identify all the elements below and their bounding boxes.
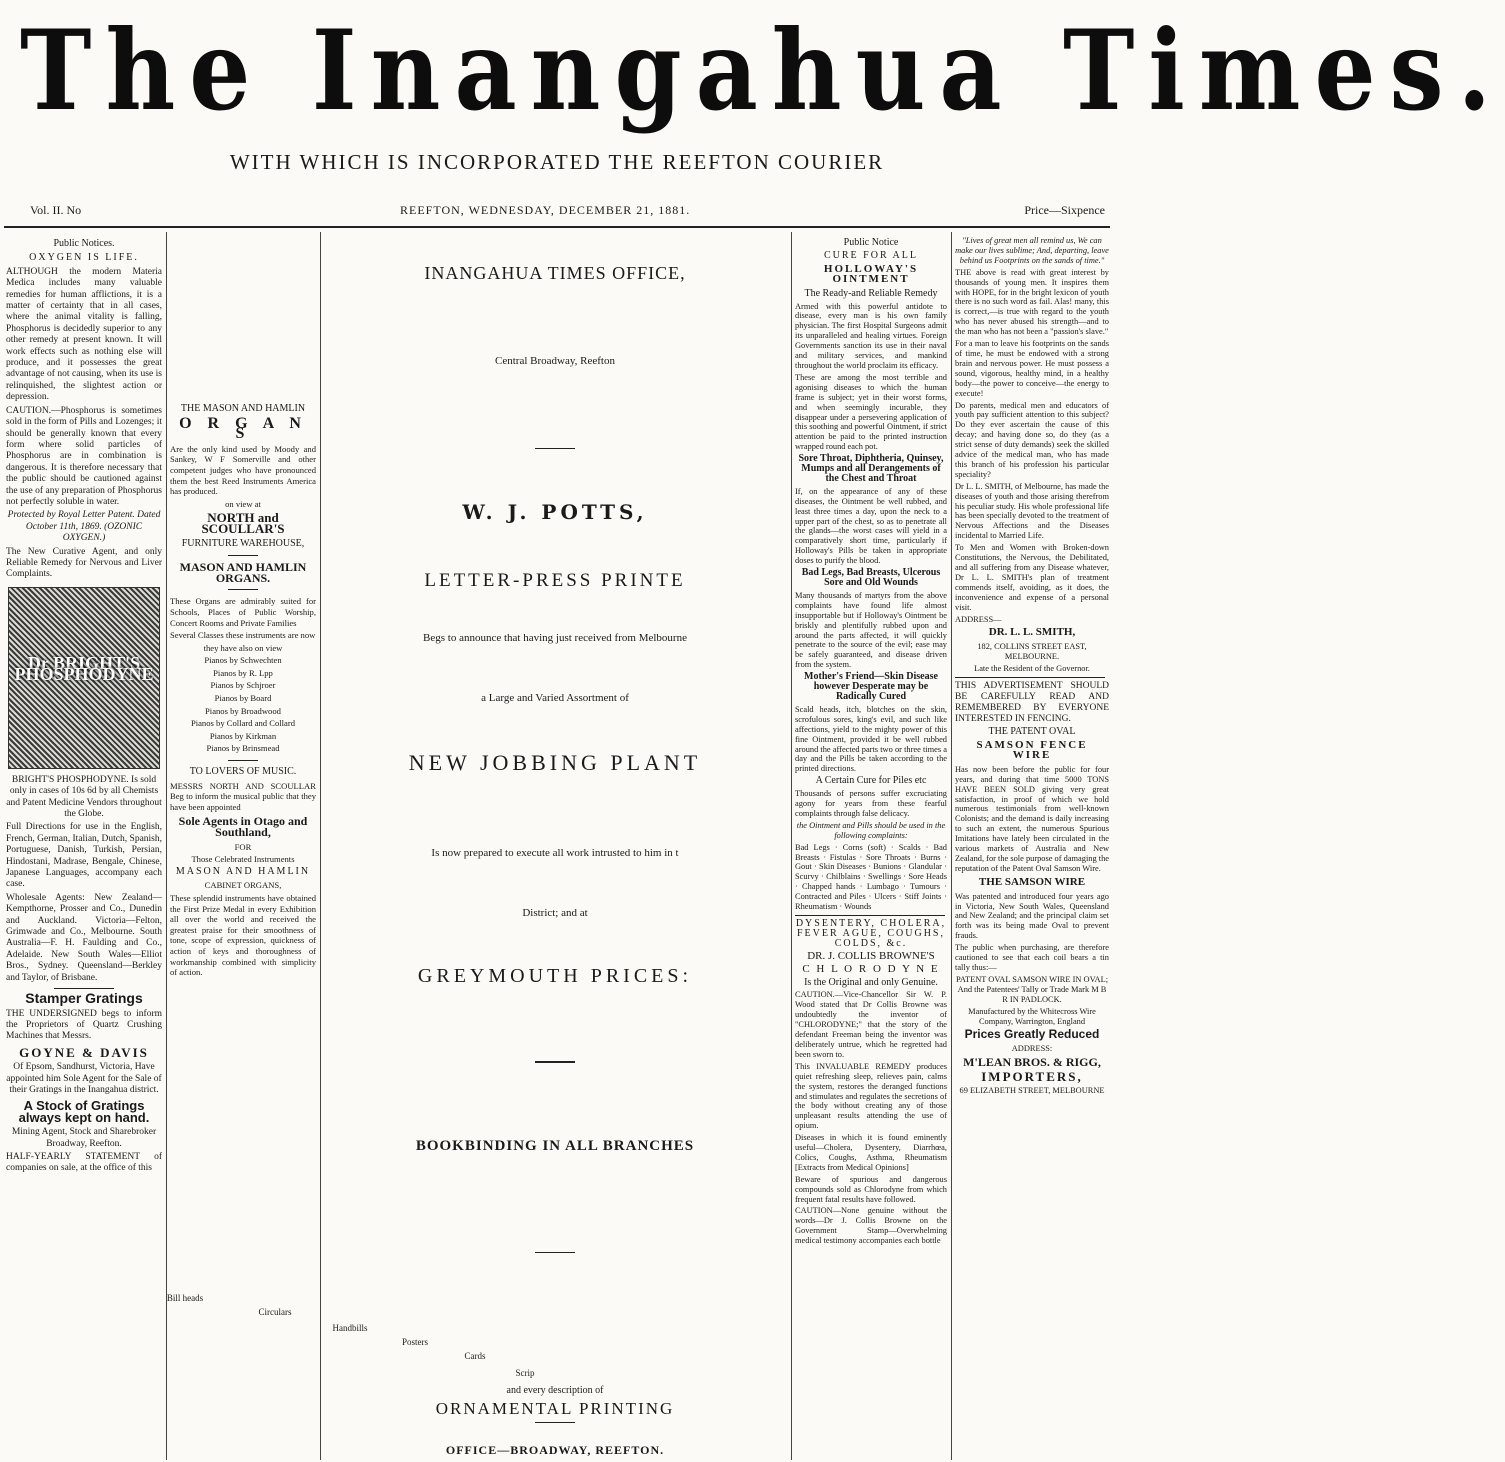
mason-hamlin-name: MASON AND HAMLIN [175,865,311,877]
section-rule [535,1252,575,1253]
smith-body-2: For a man to leave his footprints on the sands of time, he must be endowed with a strong brain and nervous power. He must possess a sound, vigorous, healthy mind, in a healthy body—the power to conceive—the energy to execute! [955,339,1109,398]
complaints-list: Bad Legs · Corns (soft) · Scalds · Bad Breasts · Fistulas · Sore Throats · Burns · Gout · Skin Diseases · Bunions · Glandular · Scurvy · Chilblains · Swellings · Sore Heads · Chapped hands · Lumbago · Tumours · Contracted and Piles · Ulcers · Stiff Joints · Rheumatism · Wounds [795,842,947,912]
trade-title: LETTER-PRESS PRINTE [424,570,686,591]
organs-suited: These Organs are admirably suited for Schools, Places of Public Worship, Concert Rooms and Private Families [170,596,316,628]
piles-heading: A Certain Cure for Piles etc [815,775,927,787]
address-label-2: ADDRESS: [1011,1044,1053,1054]
fencing-advert: THIS ADVERTISEMENT SHOULD BE CAREFULLY READ AND REMEMBERED BY EVERYONE INTERESTED IN FENCING. [955,681,1109,725]
organs-heading: O R G A N S [179,414,307,443]
item-posters: Posters [401,1337,428,1347]
chlorodyne: C H L O R O D Y N E [802,962,940,975]
section-rule [228,760,258,761]
smith-body-3: Do parents, medical men and educators of youth pay sufficient attention to this subject? Do they ever ascertain the cause of this decay; and having done so, do they (as a strict sense of duty demands) seek the skilled advice of the medical man, who has made this branch of his profession his particular speciality? [955,400,1109,479]
masthead [0,0,1505,200]
diseases-body: These are among the most terrible and agonising diseases to which the human frame is subject; yet in their worst forms, and when seemingly incurable, they disappear under a persevering application of this soothing and powerful Ointment, if strict attention be paid to the printed instruction wrapped round each pot. [795,372,947,452]
importers: IMPORTERS, [981,1069,1083,1085]
stamper-body: THE UNDERSIGNED begs to inform the Proprietors of Quartz Crushing Machines that Messrs. [6,1008,162,1042]
oxygen-body: ALTHOUGH the modern Materia Medica includes many valuable remedies for human afflictions, it is a matter of certainty that in all cases, where the animal vitality is falling, Phosphorus is decidedly superior to any other remedy at present known. It will work effects such as nothing else will produce, and it possesses the great advantage of not causing, when its use is relinquished, the slightest action or depression. [6,266,162,403]
column-1 [6,236,162,1460]
mason-hamlin-organs: MASON AND HAMLIN ORGANS. [179,560,307,585]
district-note: District; and at [522,907,588,919]
language-directions: Full Directions for use in the English, French, German, Italian, Dutch, Spanish, Portuguese, Danish, Turkish, Persian, Hindostani, Madrase, Bengale, Chinese, Japanese Languages, accompany each case. [6,822,162,890]
office-address: Central Broadway, Reefton [495,355,615,367]
public-caution: The public when purchasing, are therefore cautioned to see that each coil bears a tin tally thus:— [955,943,1109,972]
curative-agent: The New Curative Agent, and only Reliable Remedy for Nervous and Liver Complaints. [6,546,162,580]
office-footer: OFFICE—BROADWAY, REEFTON. [445,1443,665,1457]
holloway-body: Armed with this powerful antidote to disease, every man is his own family physician. The first Hospital Surgeons admit its unparalleled and healing virtues. Foreign Governments sanction its use in their naval and military services, and mankind throughout the world proclaim its efficacy. [795,301,947,370]
patent-note: Protected by Royal Letter Patent. Dated October 11th, 1869. (OZONIC OXYGEN.) [7,510,161,544]
piano-item: Pianos by Board [214,693,272,704]
phosphorus-caution: CAUTION.—Phosphorus is sometimes sold in the form of Pills and Lozenges; it should be generally known that every form where solid particles of Phosphorus are in combination is dangerous. It is therefore necessary that the public should be cautioned against the use of any preparation of Phosphorus not perfectly soluble in water. [6,405,162,507]
item-bill-heads: Bill heads [166,1293,204,1303]
volume-number: Vol. II. No [30,203,82,217]
column-5 [955,236,1109,1460]
smith-body-1: THE above is read with great interest by thousands of young men. It inspires them with HOPE, for in the bright lexicon of youth there is no such word as fail. Alas! many, this is correct,—is true with regard to the youth who has never abused his strength—and to the man who has not been a "passion's slave." [955,267,1109,337]
samson-body: Has now been before the public for four years, and during that time 5000 TONS HAVE BEEN SOLD giving very great satisfaction, in proof of which we hold numerous testimonials from well-known Colonists; and the demand is daily increasing to such an extent, the numerous Spurious Imitations have lately been circulated in the various markets of Australia and New Zealand, for the sole purpose of damaging the reputation of the Patent Oval Samson Wire. [955,764,1109,873]
section-rule [535,1061,575,1063]
column-divider [166,232,167,1460]
patent-oval: THE PATENT OVAL [988,726,1076,738]
jobbing-plant: NEW JOBBING PLANT [408,750,702,775]
several-classes: Several Classes these instruments are now [170,630,316,641]
section-rule [228,555,258,556]
for-label: FOR [234,841,252,852]
section-rule [535,448,575,449]
holloways-ointment: HOLLOWAY'S OINTMENT [823,262,919,285]
elizabeth-street: 69 ELIZABETH STREET, MELBOURNE [959,1086,1105,1096]
mining-agent: Mining Agent, Stock and Sharebroker Broadway, Reefton. [11,1127,157,1149]
organs-body: Are the only kind used by Moody and Sankey, W F Somerville and other competent judges who have pronounced them the best Reed Instruments America has produced. [170,443,316,497]
goyne-body: Of Epsom, Sandhurst, Victoria, Have appointed him Sole Agent for the Sale of their Gratings in the Inangahua district. [6,1062,162,1095]
messrs-notice: MESSRS NORTH AND SCOULLAR Beg to inform the musical public that they have been appointed [170,780,316,812]
column-divider [791,232,792,1460]
header-rule [4,226,1110,228]
on-view: on view at [225,498,261,509]
sore-throat-body: If, on the appearance of any of these diseases, the Ointment be well rubbed, and least three times a day, upon the neck to a upper part of the chest, so as to penetrate all the glands—the worst cases will yield in a comparatively short time, particularly if Holloway's Pills be taken in appropriate doses to purify the blood. [795,486,947,566]
bad-legs-body: Many thousands of martyrs from the above complaints have found life almost insupportable but if Holloway's Ointment be briskly and plentifully rubbed upon and around the parts affected, it will quickly penetrate to the source of the evil; ease may be safely guaranteed, and disease driven from the system. [795,590,947,670]
public-notices-label: Public Notices. [53,238,115,249]
section-rule [535,1422,575,1423]
caution-genuine: CAUTION—None genuine without the words—Dr J. Collis Browne on the Government Stamp—Overwhelming medical testimony accompanies each bottle [795,1206,947,1246]
mothers-friend-heading: Mother's Friend—Skin Disease however Desperate may be Radically Cured [804,671,938,702]
piano-item: Pianos by Brinsmead [206,743,280,754]
mlean-bros: M'LEAN BROS. & RIGG, [963,1055,1101,1070]
address-label: ADDRESS— [955,614,1002,624]
item-handbills: Handbills [332,1323,368,1333]
smith-body-5: To Men and Women with Broken-down Constitutions, the Nervous, the Debilitated, and all suffering from any Disease whatever, Dr L. L. SMITH's plan of treatment commends itself, avoiding, as it does, the inconvenience and expense of a personal visit. [955,543,1109,612]
every-description: and every description of [506,1385,604,1396]
late-resident: Late the Resident of the Governor. [974,664,1090,674]
assortment: a Large and Varied Assortment of [481,692,629,704]
samson-wire-body: Was patented and introduced four years ago in Victoria, New South Wales, Queensland and New Zealand; and the principal claim set forth was its being made Oval to prevent frauds. [955,891,1109,941]
dateline [30,203,1105,223]
tally-note: PATENT OVAL SAMSON WIRE IN OVAL; And the Patentees' Tally or Trade Mark M B R IN PADLOCK. [955,974,1109,1004]
smith-street: 182, COLLINS STREET EAST, MELBOURNE. [977,642,1087,662]
item-scrip: Scrip [515,1368,535,1378]
item-circulars: Circulars [258,1307,292,1317]
greymouth-prices: GREYMOUTH PRICES: [417,965,693,987]
ready-remedy: The Ready-and Reliable Remedy [804,287,938,299]
lovers-of-music: TO LOVERS OF MUSIC. [189,766,297,778]
celebrated-instruments: Those Celebrated Instruments [191,854,295,865]
scald-heads-body: Scald heads, itch, blotches on the skin, scrofulous sores, king's evil, and such like affections, yield to the mighty power of this fine Ointment, provided it be well rubbed around the affected parts two or three times a day and the Pills be taken according to the printed directions. [795,704,947,774]
section-rule [795,915,945,916]
manufacturer: Manufactured by the Whitecross Wire Company, Warrington, England [968,1006,1096,1026]
newspaper-title: The Inangahua Times. [20,5,1505,136]
half-yearly-statement: HALF-YEARLY STATEMENT of companies on sale, at the office of this [6,1151,162,1174]
ornamental-printing: ORNAMENTAL PRINTING [435,1399,675,1418]
collis-browne: DR. J. COLLIS BROWNE'S [807,949,935,962]
newspaper-subtitle: WITH WHICH IS INCORPORATED THE REEFTON COURIER [229,150,885,174]
dysentery-heading: DYSENTERY, CHOLERA, FEVER AGUE, COUGHS, COLDS, &c. [795,918,947,949]
samson-fence-wire: SAMSON FENCE WIRE [976,738,1088,761]
office-title: INANGAHUA TIMES OFFICE, [424,263,686,283]
announcement: Begs to announce that having just received from Melbourne [423,632,687,644]
place-date: REEFTON, WEDNESDAY, DECEMBER 21, 1881. [400,203,691,217]
cabinet-organs: CABINET ORGANS, [204,880,282,891]
prepared-note: Is now prepared to execute all work intrusted to him in t [431,847,679,859]
sore-throat-heading: Sore Throat, Diphtheria, Quinsey, Mumps and all Derangements of the Chest and Throat [798,453,944,484]
original-genuine: Is the Original and only Genuine. [804,976,938,988]
oxygen-heading: OXYGEN IS LIFE. [29,252,139,264]
goyne-davis: GOYNE & DAVIS [19,1044,149,1060]
invaluable-remedy: This INVALUABLE REMEDY produces quiet refreshing sleep, relieves pain, calms the system, restores the deranged functions and stimulates and regulates the secretions of the body without creating any of those unpleasant results attending the use of opium. [795,1061,947,1131]
dr-smith: DR. L. L. SMITH, [988,626,1076,639]
cure-for-all: CURE FOR ALL [823,249,918,261]
smith-body-4: Dr L. L. SMITH, of Melbourne, has made the diseases of youth and those arising therefrom his peculiar study. His whole professional life has been specially devoted to the treatment of Nervous Affections and the Diseases incidental to Married Life. [955,481,1109,541]
public-notice-label: Public Notice [843,237,899,248]
piano-item: Pianos by Schwechten [204,655,282,666]
ointment-note: the Ointment and Pills should be used in the following complaints: [796,820,946,840]
bookbinding: BOOKBINDING IN ALL BRANCHES [415,1138,695,1154]
piano-item: Pianos by R. Lpp [213,667,273,678]
prices-reduced: Prices Greatly Reduced [964,1027,1100,1042]
caution-body: CAUTION.—Vice-Chancellor Sir W. P. Wood stated that Dr Collis Browne was undoubtedly the inventor of "CHLORODYNE;" that the story of the defendant Freeman being the inventor was deliberately untrue, which he regretted had been sworn to. [795,990,947,1059]
column-divider [951,232,952,1460]
seal-lettering: Dr BRIGHT'S PHOSPHODYNE [14,652,154,685]
piano-item: Pianos by Kirkman [209,730,277,741]
beware-spurious: Beware of spurious and dangerous compounds sold as Chlorodyne from which frequent fatal results have followed. [795,1174,947,1204]
stock-notice: A Stock of Gratings always kept on hand. [18,1098,150,1125]
piles-body: Thousands of persons suffer excruciating agony for years from these fearful complaints through false delicacy. [795,789,947,818]
section-rule [228,589,258,590]
brights-sale-note: BRIGHT'S PHOSPHODYNE. Is sold only in cases of 10s 6d by all Chemists and Patent Medicine Vendors throughout the Globe. [6,774,162,819]
wholesale-agents: Wholesale Agents: New Zealand—Kempthorne, Prosser and Co., Dunedin and Auckland. Victoria—Felton, Grimwade and Co., Melbourne. South Australia—F. H. Faulding and Co., Adelaide. New South Wales—Elliot Bros., Sydney. Queensland—Berkley and Taylor, of Brisbane. [6,892,162,983]
furniture-warehouse: FURNITURE WAREHOUSE, [181,537,305,549]
piano-item: Pianos by Broadwood [205,705,281,716]
bad-legs-heading: Bad Legs, Bad Breasts, Ulcerous Sore and Old Wounds [801,567,941,588]
item-cards: Cards [464,1351,486,1361]
piano-item: Pianos by Schjroer [210,680,276,691]
splendid-instruments: These splendid instruments have obtained the First Prize Medal in every Exhibition all over the world and received the greatest praise for their smoothness of tone, scope of expression, quickness of action of keys and thoroughness of workmanship combined with simplicity of action. [170,892,316,978]
section-rule [955,677,1105,678]
section-rule [54,988,114,989]
price: Price—Sixpence [1024,203,1105,217]
north-scoullar: NORTH and SCOULLAR'S [201,510,285,536]
samson-wire-heading: THE SAMSON WIRE [978,875,1086,888]
stamper-gratings-heading: Stamper Gratings [25,990,143,1007]
medical-extracts: Diseases in which it is found eminently useful—Cholera, Dysentery, Diarrhœa, Colics, Coughs, Asthma, Rheumatism [Extracts from Medical Opinions] [795,1133,947,1172]
poem: "Lives of great men all remind us, We can make our lives sublime; And, departing, leave behind us Footprints on the sands of time." [955,236,1109,265]
proprietor-name: W. J. POTTS, [462,500,648,524]
column-4 [795,236,947,1460]
mason-hamlin-heading: THE MASON AND HAMLIN [180,403,306,414]
sole-agents: Sole Agents in Otago and Southland, [178,814,308,839]
pianos-intro: they have also on view [203,642,283,653]
brights-phosphodyne-seal [8,587,160,769]
piano-item: Pianos by Collard and Collard [190,718,296,729]
